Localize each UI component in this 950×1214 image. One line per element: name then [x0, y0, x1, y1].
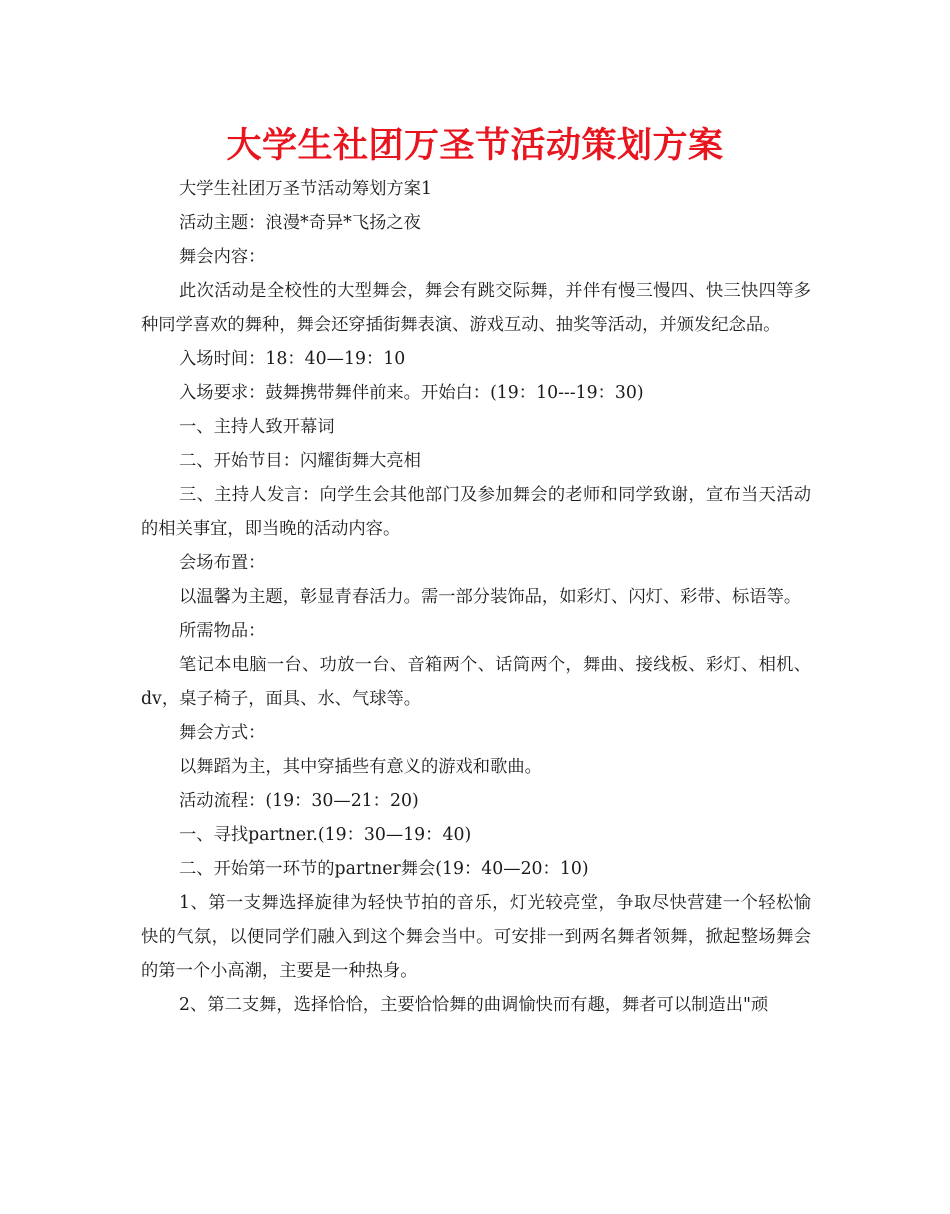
paragraph: 所需物品： [179, 621, 266, 641]
document-body [141, 172, 811, 1022]
paragraph: 舞会内容： [179, 247, 266, 267]
paragraph: 入场要求：鼓舞携带舞伴前来。开始白：(19：10---19：30) [179, 383, 644, 403]
paragraph: 会场布置： [179, 553, 266, 573]
paragraph: 二、开始第一环节的partner舞会(19：40—20：10) [179, 859, 589, 879]
paragraph: 1、第一支舞选择旋律为轻快节拍的音乐，灯光较亮堂，争取尽快营建一个轻松愉快的气氛，以便同学们融入到这个舞会当中。可安排一到两名舞者领舞，掀起整场舞会的第一个小高潮，主要是一种热身。 [141, 893, 811, 981]
paragraph: 舞会方式： [179, 723, 266, 743]
paragraph: 此次活动是全校性的大型舞会，舞会有跳交际舞，并伴有慢三慢四、快三快四等多种同学喜欢的舞种，舞会还穿插街舞表演、游戏互动、抽奖等活动，并颁发纪念品。 [141, 281, 811, 335]
paragraph: 活动流程：(19：30—21：20) [179, 791, 419, 811]
paragraph: 2、第二支舞，选择恰恰，主要恰恰舞的曲调愉快而有趣，舞者可以制造出"顽 [179, 995, 769, 1015]
paragraph: 活动主题：浪漫*奇异*飞扬之夜 [179, 213, 421, 233]
paragraph: 一、寻找partner.(19：30—19：40) [179, 825, 472, 845]
paragraph: 三、主持人发言：向学生会其他部门及参加舞会的老师和同学致谢，宣布当天活动的相关事宜，即当晚的活动内容。 [141, 485, 811, 539]
paragraph: 二、开始节目：闪耀街舞大亮相 [179, 451, 421, 471]
document-title: 大学生社团万圣节活动策划方案 [226, 126, 724, 166]
paragraph: 入场时间：18：40—19：10 [179, 349, 406, 369]
paragraph: 大学生社团万圣节活动筹划方案1 [179, 179, 432, 199]
paragraph: 一、主持人致开幕词 [179, 417, 335, 437]
paragraph: 以温馨为主题，彰显青春活力。需一部分装饰品，如彩灯、闪灯、彩带、标语等。 [179, 587, 802, 607]
paragraph: 以舞蹈为主，其中穿插些有意义的游戏和歌曲。 [179, 757, 542, 777]
paragraph: 笔记本电脑一台、功放一台、音箱两个、话筒两个，舞曲、接线板、彩灯、相机、dv，桌子椅子，面具、水、气球等。 [141, 655, 811, 709]
